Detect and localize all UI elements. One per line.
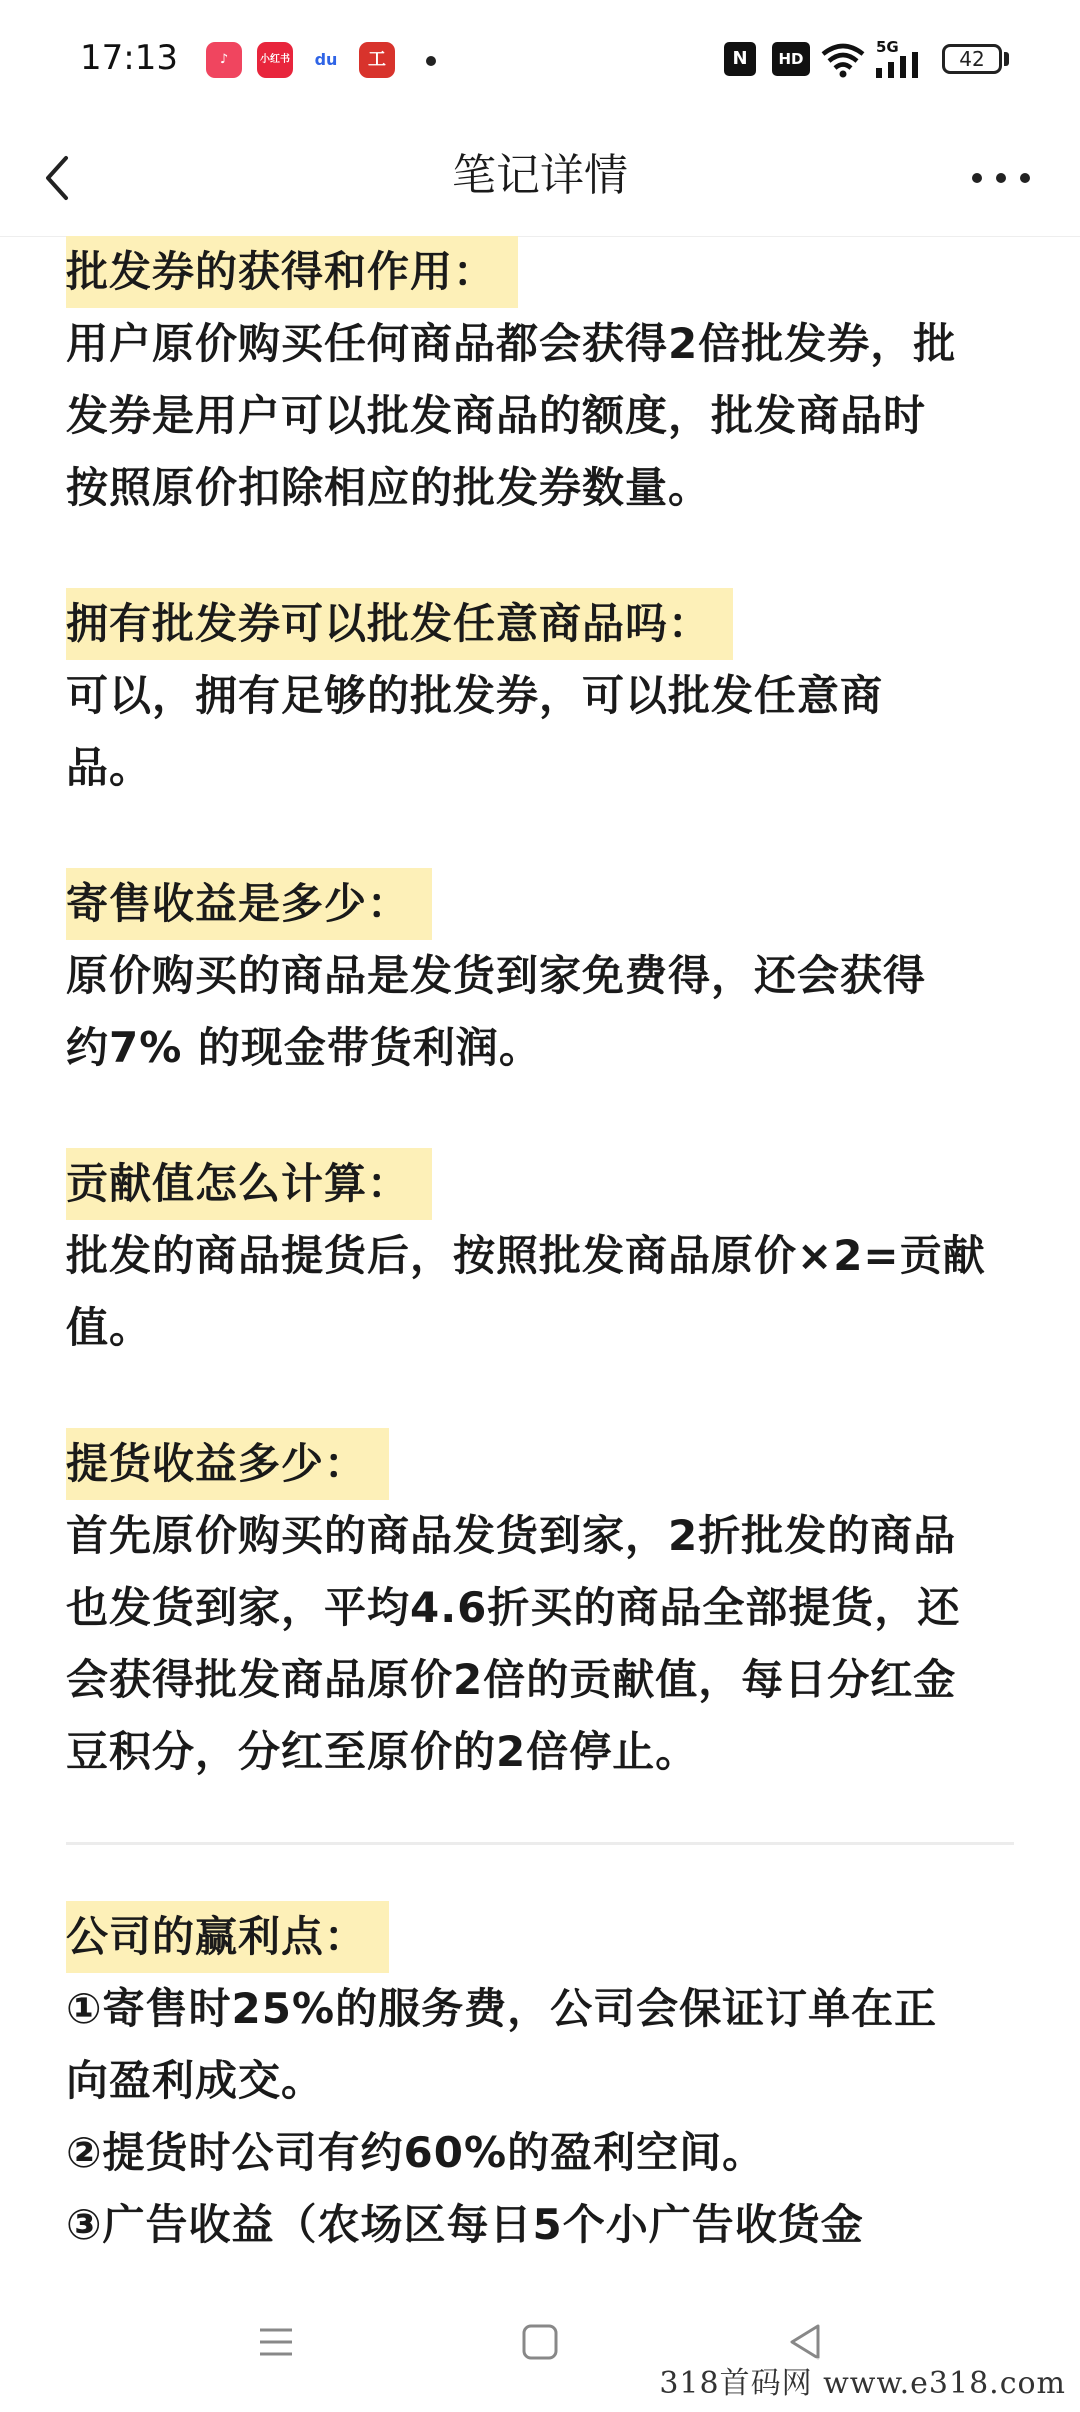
- baidu-app-icon: du: [308, 42, 344, 78]
- signal-icon: [876, 52, 926, 78]
- note-section: [66, 1148, 1026, 1364]
- home-icon[interactable]: [510, 2312, 570, 2372]
- section-heading: 拥有批发券可以批发任意商品吗：: [66, 588, 733, 660]
- paragraph-line: 品。: [66, 743, 153, 792]
- list-item: 向盈利成交。: [66, 2056, 325, 2105]
- paragraph-line: 约7% 的现金带货利润。: [66, 1023, 542, 1072]
- note-content: [66, 236, 1026, 2261]
- battery-icon: 42: [942, 44, 1002, 74]
- wifi-icon: [820, 42, 866, 78]
- xiaohongshu-app-icon: 小红书: [257, 42, 293, 78]
- paragraph-line: 按照原价扣除相应的批发券数量。: [66, 463, 712, 512]
- status-time: 17:13: [80, 38, 178, 78]
- paragraph-line: 值。: [66, 1303, 153, 1352]
- section-heading: 公司的赢利点：: [66, 1901, 389, 1973]
- music-app-icon: ♪: [206, 42, 242, 78]
- network-type-label: 5G: [876, 38, 899, 56]
- title-bar: [0, 120, 1080, 237]
- section-heading: 提货收益多少：: [66, 1428, 389, 1500]
- note-section: [66, 868, 1026, 1084]
- section-heading: 批发券的获得和作用：: [66, 236, 518, 308]
- paragraph-line: 发券是用户可以批发商品的额度，批发商品时: [66, 391, 927, 440]
- hd-icon: HD: [772, 42, 810, 76]
- paragraph-line: 原价购买的商品是发货到家免费得，还会获得: [66, 951, 927, 1000]
- more-notifications-dot-icon: [426, 56, 436, 66]
- note-section: [66, 588, 1026, 804]
- more-options-icon[interactable]: [966, 146, 1036, 210]
- battery-tip: [1004, 52, 1009, 66]
- status-bar: [0, 0, 1080, 120]
- bank-app-icon: 工: [359, 42, 395, 78]
- section-heading: 贡献值怎么计算：: [66, 1148, 432, 1220]
- menu-icon[interactable]: [246, 2312, 306, 2372]
- paragraph-line: 可以，拥有足够的批发券，可以批发任意商: [66, 671, 884, 720]
- watermark: 318首码网 www.e318.com: [659, 2358, 1066, 2402]
- list-item: ①寄售时25%的服务费，公司会保证订单在正: [66, 1984, 938, 2033]
- paragraph-line: 用户原价购买任何商品都会获得2倍批发券，批: [66, 319, 957, 368]
- profit-section: [66, 1901, 1026, 2261]
- paragraph-line: 会获得批发商品原价2倍的贡献值，每日分红金: [66, 1655, 957, 1704]
- nfc-icon: N: [724, 42, 756, 76]
- list-item: ③广告收益（农场区每日5个小广告收货金: [66, 2200, 864, 2249]
- paragraph-line: 豆积分，分红至原价的2倍停止。: [66, 1727, 699, 1776]
- note-section: [66, 236, 1026, 524]
- paragraph-line: 批发的商品提货后，按照批发商品原价×2=贡献: [66, 1231, 986, 1280]
- section-heading: 寄售收益是多少：: [66, 868, 432, 940]
- page-title: 笔记详情: [452, 150, 628, 201]
- paragraph-line: 也发货到家，平均4.6折买的商品全部提货，还: [66, 1583, 961, 1632]
- note-section: [66, 1428, 1026, 1788]
- divider: [66, 1842, 1014, 1845]
- paragraph-line: 首先原价购买的商品发货到家，2折批发的商品: [66, 1511, 957, 1560]
- list-item: ②提货时公司有约60%的盈利空间。: [66, 2128, 766, 2177]
